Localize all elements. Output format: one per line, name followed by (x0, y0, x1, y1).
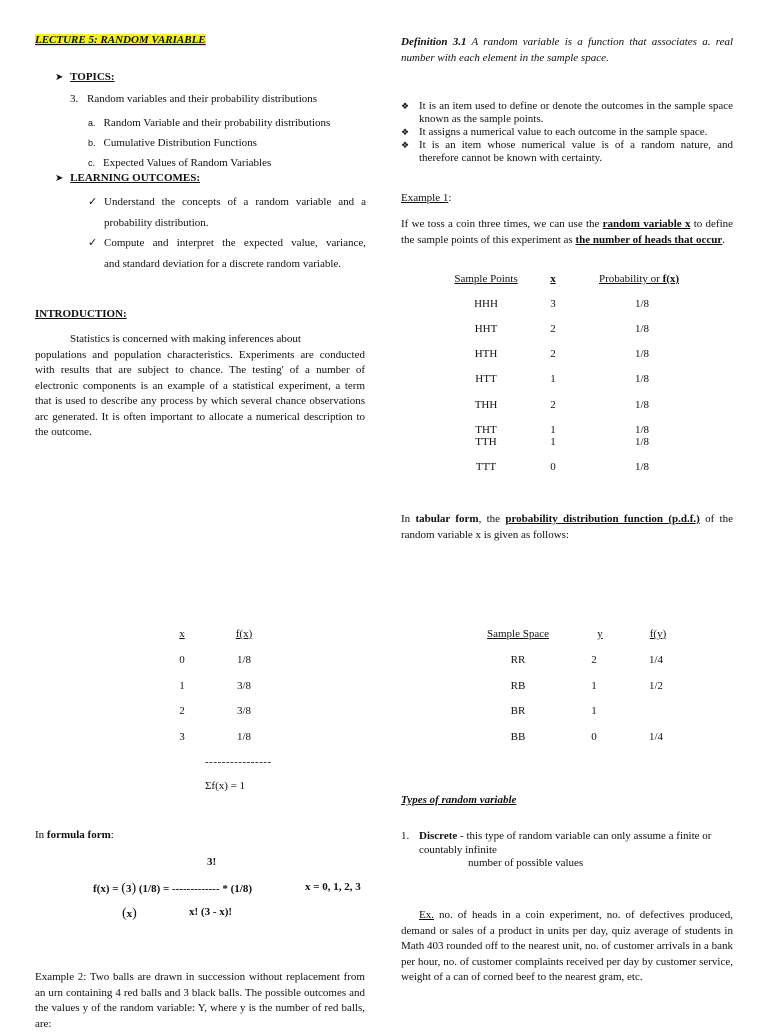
formula-numerator: 3! (207, 856, 217, 868)
discrete-item: 1. Discrete - this type of random variable can only assume a finite or countably infinite number of possible values (401, 830, 712, 869)
tabular-paragraph: In tabular form, the probability distribution function (p.d.f.) of the random variable x is given as follows: (401, 513, 733, 541)
table-cell: 1/8 (634, 399, 650, 411)
example2-paragraph: Example 2: Two balls are drawn in succession without replacement from an urn containing 4 red balls and 3 black balls. The possible outcomes and the values y of the random variable: Y, where y is the number of red balls, are: (35, 971, 365, 1030)
formula-denominator: x! (3 - x)! (189, 906, 233, 918)
outcomes-heading: ➤ LEARNING OUTCOMES: (55, 172, 201, 184)
table-cell: THH (474, 399, 498, 411)
table-cell: 1/8 (634, 298, 650, 310)
table-header: Probability or f(x) (599, 273, 680, 285)
table-header: Sample Space (486, 628, 549, 640)
table-header: x (550, 273, 556, 285)
table-cell: BB (510, 731, 526, 743)
formula-intro: In formula form: (35, 829, 114, 841)
table-cell: 1 (550, 424, 556, 436)
table-cell: 1 (179, 680, 185, 692)
diamond-bullet-icon: ❖ (401, 101, 410, 111)
table-cell: 3 (179, 731, 185, 743)
table-cell: 1/8 (634, 323, 650, 335)
formula-binom-bottom: (x) (122, 906, 137, 921)
formula-domain: x = 0, 1, 2, 3 (305, 881, 361, 893)
table-cell: 1 (550, 373, 556, 385)
outcomes-list (88, 192, 366, 274)
table-cell: 0 (591, 731, 597, 743)
table-cell: TTT (475, 461, 497, 473)
table-cell: 1/8 (634, 461, 650, 473)
table-cell: HTH (474, 348, 498, 360)
table-cell: BR (510, 705, 526, 717)
table-cell: 2 (550, 399, 556, 411)
formula-expression: f(x) = (3) (1/8) = ------------- * (1/8) (93, 881, 253, 896)
list-item: ❖ It assigns a numerical value to each outcome in the sample space. (401, 126, 708, 138)
table-cell: 2 (550, 323, 556, 335)
table-cell: HHT (474, 323, 498, 335)
table-cell: 1/8 (634, 424, 650, 436)
sum-divider: ---------------- (205, 756, 272, 768)
definition: Definition 3.1 A random variable is a function that associates a. real number with each element in the sample space. (401, 36, 734, 64)
table-cell: THT (475, 424, 497, 436)
list-item: ❖ It is an item whose numerical value is of a random nature, and therefore cannot be known with certainty. (401, 139, 733, 164)
table-header: y (597, 628, 603, 640)
table-cell: 0 (550, 461, 556, 473)
table-cell: 1/2 (648, 680, 664, 692)
topics-heading: ➤ TOPICS: (55, 71, 115, 83)
table-cell: 1/8 (634, 436, 650, 448)
table-cell: 2 (550, 348, 556, 360)
table-cell: 3/8 (236, 680, 252, 692)
table-header: Sample Points (454, 273, 518, 285)
table-cell: 1/4 (648, 654, 664, 666)
table-cell: 1/4 (648, 731, 664, 743)
types-heading: Types of random variable (401, 794, 517, 806)
example1-heading: Example 1: (401, 192, 452, 204)
list-item: ❖ It is an item used to define or denote the outcomes in the sample space known as the sample points. (401, 100, 733, 125)
table-cell: 1/8 (236, 654, 252, 666)
table-header: f(y) (649, 628, 667, 640)
table-cell: 2 (591, 654, 597, 666)
check-icon: ✓ (88, 196, 98, 208)
diamond-bullet-icon: ❖ (401, 140, 410, 150)
topic-main: 3. Random variables and their probability distributions (70, 93, 318, 105)
example1-paragraph: If we toss a coin three times, we can use the random variable x to define the sample points of this experiment as the number of heads that occur. (401, 218, 734, 246)
table-cell: 1 (550, 436, 556, 448)
pdf-header-x: x (179, 628, 185, 640)
table-cell: 0 (179, 654, 185, 666)
table-cell: RR (510, 654, 526, 666)
topic-subitems (88, 113, 330, 173)
discrete-examples: Ex. no. of heads in a coin experiment, no. of defectives produced, demand or sales of a product in units per day, quiz average of students in Math 403 rounded off to the nearest unit, no. of customer arrivals in a bank per hour, no. of customer complaints received per day by customer service, weight of a can of corned beef to the nearest gram, etc. (401, 909, 733, 983)
table-cell: 2 (179, 705, 185, 717)
table-cell: 1/8 (634, 373, 650, 385)
lecture-title-text: LECTURE 5: RANDOM VARIABLE (35, 34, 206, 46)
topic-subitem: b. Cumulative Distribution Functions (88, 137, 257, 149)
topic-subitem: a. Random Variable and their probability distributions (88, 117, 331, 129)
lecture-title (35, 34, 206, 46)
sum-equation: Σf(x) = 1 (205, 780, 246, 792)
table-cell: 1 (591, 705, 597, 717)
table-cell: 1/8 (236, 731, 252, 743)
table-cell: RB (510, 680, 526, 692)
table-cell: 1 (591, 680, 597, 692)
rv-bullets (401, 100, 733, 165)
outcome-item: ✓ Understand the concepts of a random variable and a probability distribution. (88, 192, 366, 233)
table-cell: 3/8 (236, 705, 252, 717)
intro-paragraph: Statistics is concerned with making inferences about populations and population characteristics. Experiments are conducted with results that are subject to chance. The testing' of a number of electronic components is an example of a statistical experiment, a term that is used to describe any process by which several chance observations arc generated. It is often important to allocate a numerical description to the outcome. (35, 333, 365, 438)
table-cell: HHH (474, 298, 498, 310)
outcome-item: ✓ Compute and interpret the expected value, variance, and standard deviation for a discrete random variable. (88, 233, 366, 274)
table-cell: 1/8 (634, 348, 650, 360)
table-cell: 3 (550, 298, 556, 310)
intro-heading: INTRODUCTION: (35, 308, 127, 320)
pdf-header-fx: f(x) (235, 628, 253, 640)
diamond-bullet-icon: ❖ (401, 127, 410, 137)
table-cell: TTH (475, 436, 497, 448)
check-icon: ✓ (88, 237, 98, 249)
topic-subitem: c. Expected Values of Random Variables (88, 157, 272, 169)
table-cell: HTT (475, 373, 497, 385)
